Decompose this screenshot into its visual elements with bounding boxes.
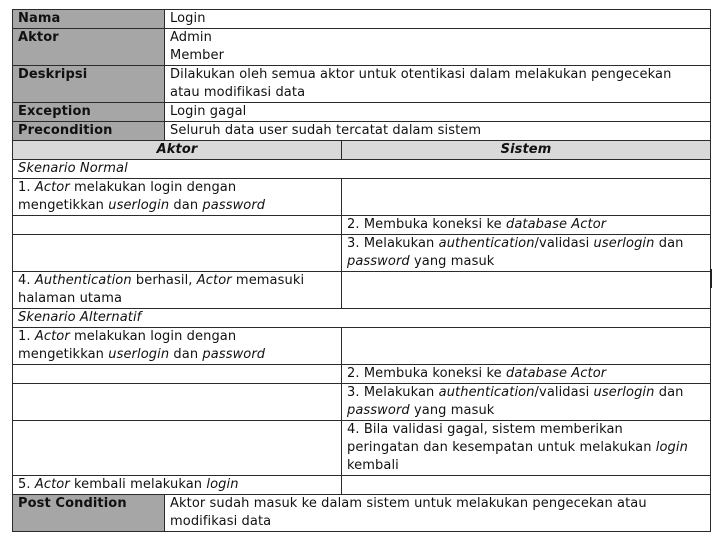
text-em: authentication bbox=[438, 385, 535, 400]
text: 3. Melakukan bbox=[347, 236, 439, 251]
value-nama: Login bbox=[165, 10, 711, 29]
alt-step-5-system bbox=[342, 476, 711, 495]
normal-step-2-actor bbox=[13, 216, 342, 235]
row-post-condition bbox=[13, 495, 711, 532]
row-normal-step-4 bbox=[13, 272, 711, 309]
post-line-1: Aktor sudah masuk ke dalam sistem untuk melakukan pengecekan atau bbox=[170, 496, 647, 511]
alt-step-3-actor bbox=[13, 384, 342, 421]
row-aktor bbox=[13, 29, 711, 66]
text: melakukan login dengan bbox=[69, 329, 237, 344]
normal-step-4 bbox=[13, 272, 342, 309]
alt-step-3 bbox=[342, 384, 711, 421]
text-em: password bbox=[347, 403, 410, 418]
normal-step-2 bbox=[342, 216, 711, 235]
normal-step-4-system bbox=[342, 272, 711, 309]
text: mengetikkan bbox=[18, 347, 109, 362]
row-deskripsi bbox=[13, 66, 711, 103]
text: /validasi bbox=[534, 236, 594, 251]
use-case-table bbox=[12, 9, 711, 532]
aktor-member: Member bbox=[170, 48, 225, 63]
value-post-condition bbox=[165, 495, 711, 532]
row-alt-step-2 bbox=[13, 365, 711, 384]
text-em: Actor bbox=[34, 180, 70, 195]
value-exception: Login gagal bbox=[165, 103, 711, 122]
text: 5. bbox=[18, 477, 35, 492]
text: berhasil, bbox=[131, 273, 197, 288]
text: 4. bbox=[18, 273, 35, 288]
text-em: Actor bbox=[196, 273, 232, 288]
text-cursor bbox=[710, 269, 712, 288]
label-aktor: Aktor bbox=[13, 29, 165, 66]
text-em: Authentication bbox=[34, 273, 132, 288]
text-em: userlogin bbox=[593, 385, 655, 400]
text-em: userlogin bbox=[593, 236, 655, 251]
row-column-headers bbox=[13, 141, 711, 160]
text: 3. Melakukan bbox=[347, 385, 439, 400]
text: dan bbox=[654, 385, 684, 400]
alt-step-1 bbox=[13, 328, 342, 365]
text-em: authentication bbox=[438, 236, 535, 251]
text-em: Actor bbox=[34, 329, 70, 344]
row-nama bbox=[13, 10, 711, 29]
aktor-admin: Admin bbox=[170, 30, 212, 45]
section-skenario-normal: Skenario Normal bbox=[13, 160, 711, 179]
alt-step-4-actor bbox=[13, 421, 342, 476]
alt-step-2 bbox=[342, 365, 711, 384]
normal-step-3 bbox=[342, 235, 711, 272]
post-line-2: modifikasi data bbox=[170, 514, 272, 529]
text: 1. bbox=[18, 180, 35, 195]
text: mengetikkan bbox=[18, 198, 109, 213]
text-em: database Actor bbox=[506, 217, 607, 232]
text-em: userlogin bbox=[108, 198, 170, 213]
alt-step-5 bbox=[13, 476, 342, 495]
value-deskripsi bbox=[165, 66, 711, 103]
row-alt-step-3 bbox=[13, 384, 711, 421]
row-alt-step-4 bbox=[13, 421, 711, 476]
alt-step-1-system bbox=[342, 328, 711, 365]
row-alt-step-1 bbox=[13, 328, 711, 365]
label-deskripsi: Deskripsi bbox=[13, 66, 165, 103]
value-aktor bbox=[165, 29, 711, 66]
row-normal-step-1 bbox=[13, 179, 711, 216]
label-nama: Nama bbox=[13, 10, 165, 29]
text: memasuki bbox=[231, 273, 305, 288]
text-em: password bbox=[347, 254, 410, 269]
text: yang masuk bbox=[409, 254, 495, 269]
text: 1. bbox=[18, 329, 35, 344]
value-precondition: Seluruh data user sudah tercatat dalam sistem bbox=[165, 122, 711, 141]
text: yang masuk bbox=[409, 403, 495, 418]
alt-step-2-actor bbox=[13, 365, 342, 384]
normal-step-3-actor bbox=[13, 235, 342, 272]
text: kembali melakukan bbox=[69, 477, 207, 492]
text-em: password bbox=[202, 198, 266, 213]
row-skenario-alternatif bbox=[13, 309, 711, 328]
text-em: database Actor bbox=[506, 366, 607, 381]
section-skenario-alternatif: Skenario Alternatif bbox=[13, 309, 711, 328]
header-aktor: Aktor bbox=[13, 141, 342, 160]
text: melakukan login dengan bbox=[69, 180, 237, 195]
normal-step-1-system bbox=[342, 179, 711, 216]
text: /validasi bbox=[534, 385, 594, 400]
label-exception: Exception bbox=[13, 103, 165, 122]
text: dan bbox=[169, 198, 203, 213]
text: peringatan dan kesempatan untuk melakukan bbox=[347, 440, 656, 455]
text: dan bbox=[654, 236, 684, 251]
row-normal-step-3 bbox=[13, 235, 711, 272]
text-em: Actor bbox=[34, 477, 70, 492]
text-em: login bbox=[206, 477, 239, 492]
row-exception bbox=[13, 103, 711, 122]
label-precondition: Precondition bbox=[13, 122, 165, 141]
text: dan bbox=[169, 347, 203, 362]
normal-step-1 bbox=[13, 179, 342, 216]
text: halaman utama bbox=[18, 291, 123, 306]
text: kembali bbox=[347, 458, 399, 473]
text: 2. Membuka koneksi ke bbox=[347, 366, 506, 381]
row-alt-step-5 bbox=[13, 476, 711, 495]
text-em: login bbox=[655, 440, 688, 455]
deskripsi-line-1: Dilakukan oleh semua aktor untuk otentikasi dalam melakukan pengecekan bbox=[170, 67, 672, 82]
row-precondition bbox=[13, 122, 711, 141]
row-skenario-normal bbox=[13, 160, 711, 179]
row-normal-step-2 bbox=[13, 216, 711, 235]
text: 2. Membuka koneksi ke bbox=[347, 217, 506, 232]
text-em: userlogin bbox=[108, 347, 170, 362]
label-post-condition: Post Condition bbox=[13, 495, 165, 532]
deskripsi-line-2: atau modifikasi data bbox=[170, 85, 306, 100]
header-sistem: Sistem bbox=[342, 141, 711, 160]
text: 4. Bila validasi gagal, sistem memberikan bbox=[347, 422, 623, 437]
text-em: password bbox=[202, 347, 266, 362]
alt-step-4 bbox=[342, 421, 711, 476]
